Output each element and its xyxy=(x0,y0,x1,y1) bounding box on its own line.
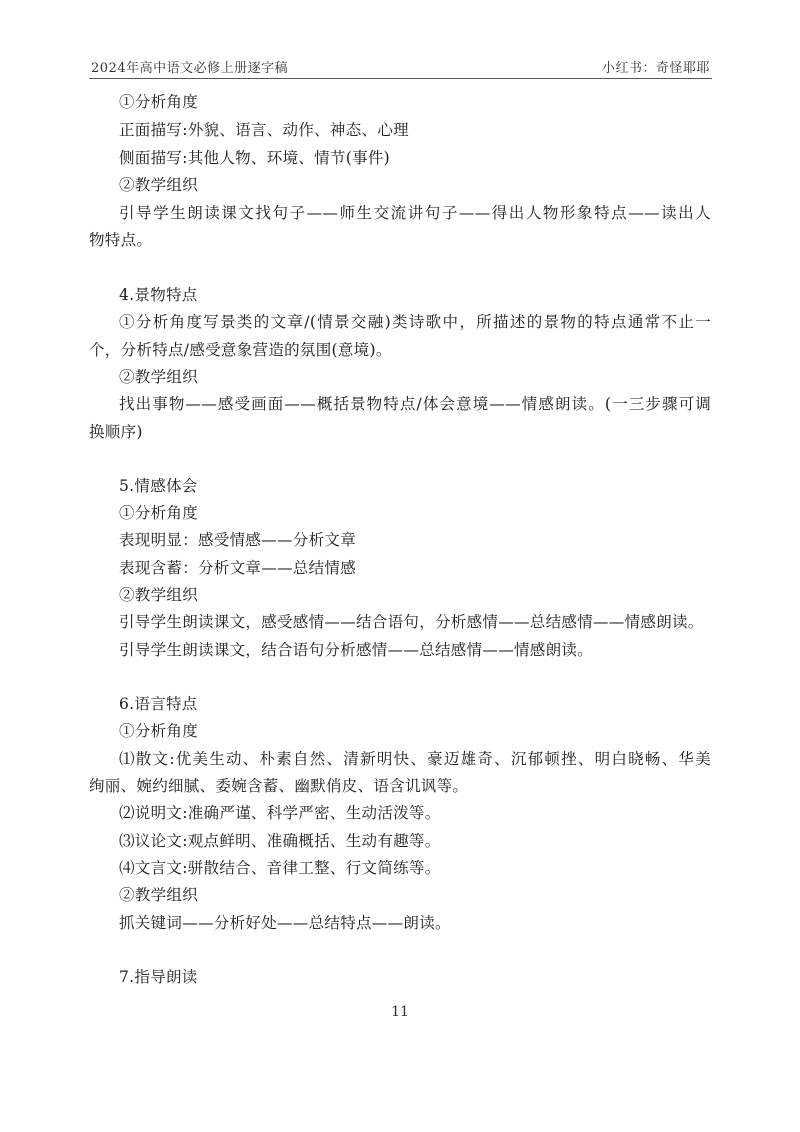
text-line: 正面描写:外貌、语言、动作、神态、心理 xyxy=(119,121,409,139)
section-heading: 4.景物特点 xyxy=(119,286,198,304)
text-line: ⑶议论文:观点鲜明、准确概括、生动有趣等。 xyxy=(119,832,441,850)
text-line: ②教学组织 xyxy=(119,368,199,386)
page-header xyxy=(89,52,712,79)
header-source: 小红书：奇怪耶耶 xyxy=(601,61,710,76)
page-number: 11 xyxy=(391,1004,409,1020)
text-line: ②教学组织 xyxy=(119,176,199,194)
text-line: ①分析角度 xyxy=(119,93,199,111)
section-heading: 7.指导朗读 xyxy=(119,968,198,986)
text-line: ②教学组织 xyxy=(119,886,199,904)
text-line: 表现含蓄：分析文章——总结情感 xyxy=(119,559,357,577)
document-title: 2024年高中语文必修上册逐字稿 xyxy=(91,61,289,76)
text-line: 个，分析特点/感受意象营造的氛围(意境)。 xyxy=(89,341,392,359)
text-line: ①分析角度 xyxy=(119,504,199,522)
text-line: 抓关键词——分析好处——总结特点——朗读。 xyxy=(119,914,451,932)
text-line: ⑴散文:优美生动、朴素自然、清新明快、豪迈雄奇、沉郁顿挫、明白晓畅、华美 xyxy=(119,750,711,768)
text-line: ②教学组织 xyxy=(119,586,199,604)
text-line: 引导学生朗读课文找句子——师生交流讲句子——得出人物形象特点——读出人 xyxy=(119,204,711,222)
text-line: 物特点。 xyxy=(89,231,153,249)
text-line: 换顺序) xyxy=(89,423,143,441)
text-line: 侧面描写:其他人物、环境、情节(事件) xyxy=(119,149,391,167)
text-line: 引导学生朗读课文，结合语句分析感情——总结感情——情感朗读。 xyxy=(119,641,594,659)
text-line: 表现明显：感受情感——分析文章 xyxy=(119,531,357,549)
text-line: 引导学生朗读课文，感受感情——结合语句，分析感情——总结感情——情感朗读。 xyxy=(119,613,704,631)
section-heading: 6.语言特点 xyxy=(119,695,198,713)
text-line: ⑵说明文:准确严谨、科学严密、生动活泼等。 xyxy=(119,804,441,822)
text-line: ⑷文言文:骈散结合、音律工整、行文简练等。 xyxy=(119,859,441,877)
text-line: 找出事物——感受画面——概括景物特点/体会意境——情感朗读。(一三步骤可调 xyxy=(119,395,711,413)
text-line: 绚丽、婉约细腻、委婉含蓄、幽默俏皮、语含讥讽等。 xyxy=(89,777,469,795)
text-line: ①分析角度 xyxy=(119,722,199,740)
text-line: ①分析角度写景类的文章/(情景交融)类诗歌中，所描述的景物的特点通常不止一 xyxy=(119,313,711,331)
section-heading: 5.情感体会 xyxy=(119,477,198,495)
